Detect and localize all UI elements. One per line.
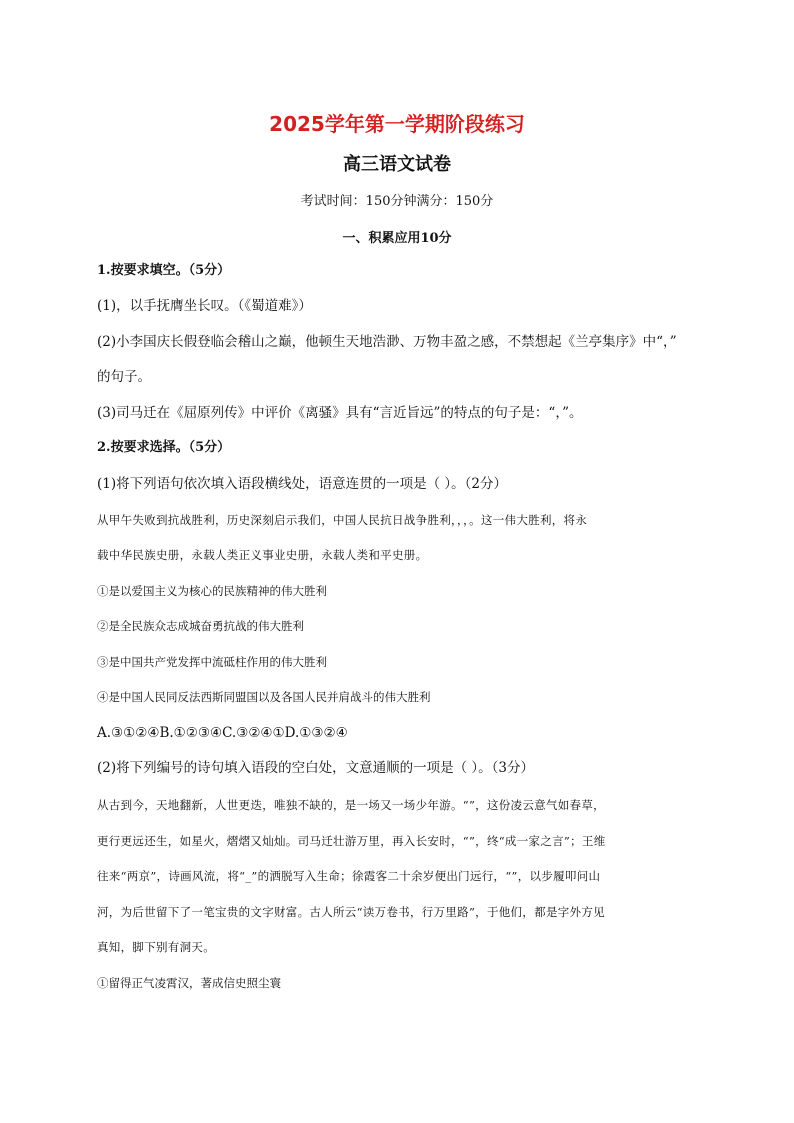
exam-title: 2025学年第一学期阶段练习 <box>269 112 525 136</box>
question2-part2-prompt: (2)将下列编号的诗句填入语段的空白处，文意通顺的一项是（ ）。（3分） <box>97 760 535 776</box>
question2-part2-line1: 从古到今，天地翻新，人世更迭，唯独不缺的，是一场又一场少年游。“”，这份凌云意气如春草， <box>97 798 605 812</box>
question1-item1: (1)，以手抚膺坐长叹。（《蜀道难》） <box>97 298 312 314</box>
question2-part1-text-line1: 从甲午失败到抗战胜利，历史深刻启示我们，中国人民抗日战争胜利，，，。这一伟大胜利，将永 <box>97 513 588 527</box>
question2-option4: ④是中国人民同反法西斯同盟国以及各国人民并肩战斗的伟大胜利 <box>97 690 431 704</box>
question1-item3: (3)司马迁在《屈原列传》中评价《离骚》具有“言近旨远”的特点的句子是：“，”。 <box>97 405 583 421</box>
exam-subtitle: 高三语文试卷 <box>343 154 451 175</box>
question2-part1-text-line2: 载中华民族史册，永载人类正义事业史册，永载人类和平史册。 <box>97 548 428 562</box>
question2-choices: A.③①②④B.①②③④C.③②④①D.①③②④ <box>97 725 348 741</box>
question2-part2-option1: ①留得正气凌霄汉，著成信史照尘寰 <box>97 976 281 990</box>
question2-part2-line2: 更行更远还生，如星火，熠熠又灿灿。司马迁壮游万里，再入长安时，“”，终“成一家之言”；王维 <box>97 834 606 848</box>
question2-heading: 2.按要求选择。（5分） <box>97 440 231 455</box>
question1-heading: 1.按要求填空。（5分） <box>97 263 231 278</box>
question2-part2-line3: 往来“两京”，诗画风流，将“_”的洒脱写入生命；徐霞客二十余岁便出门远行，“”，以步履叩问山 <box>97 869 601 883</box>
section-heading: 一、积累应用10分 <box>342 231 452 246</box>
question2-option1: ①是以爱国主义为核心的民族精神的伟大胜利 <box>97 584 327 598</box>
question2-part1-prompt: (1)将下列语句依次填入语段横线处，语意连贯的一项是（ ）。（2分） <box>97 476 508 492</box>
question1-item2-line1: (2)小李国庆长假登临会稽山之巅，他顿生天地浩渺、万物丰盈之感，不禁想起《兰亭集序》中“，” <box>97 334 677 350</box>
question2-part2-line5: 真知，脚下别有洞天。 <box>97 940 215 954</box>
question1-item2-line2: 的句子。 <box>97 369 151 385</box>
question2-part2-line4: 河，为后世留下了一笔宝贵的文字财富。古人所云“读万卷书，行万里路”，于他们，都是字外方见 <box>97 905 605 919</box>
question2-option2: ②是全民族众志成城奋勇抗战的伟大胜利 <box>97 619 304 633</box>
question2-option3: ③是中国共产党发挥中流砥柱作用的伟大胜利 <box>97 655 327 669</box>
exam-info: 考试时间：150分钟满分：150分 <box>300 194 494 209</box>
